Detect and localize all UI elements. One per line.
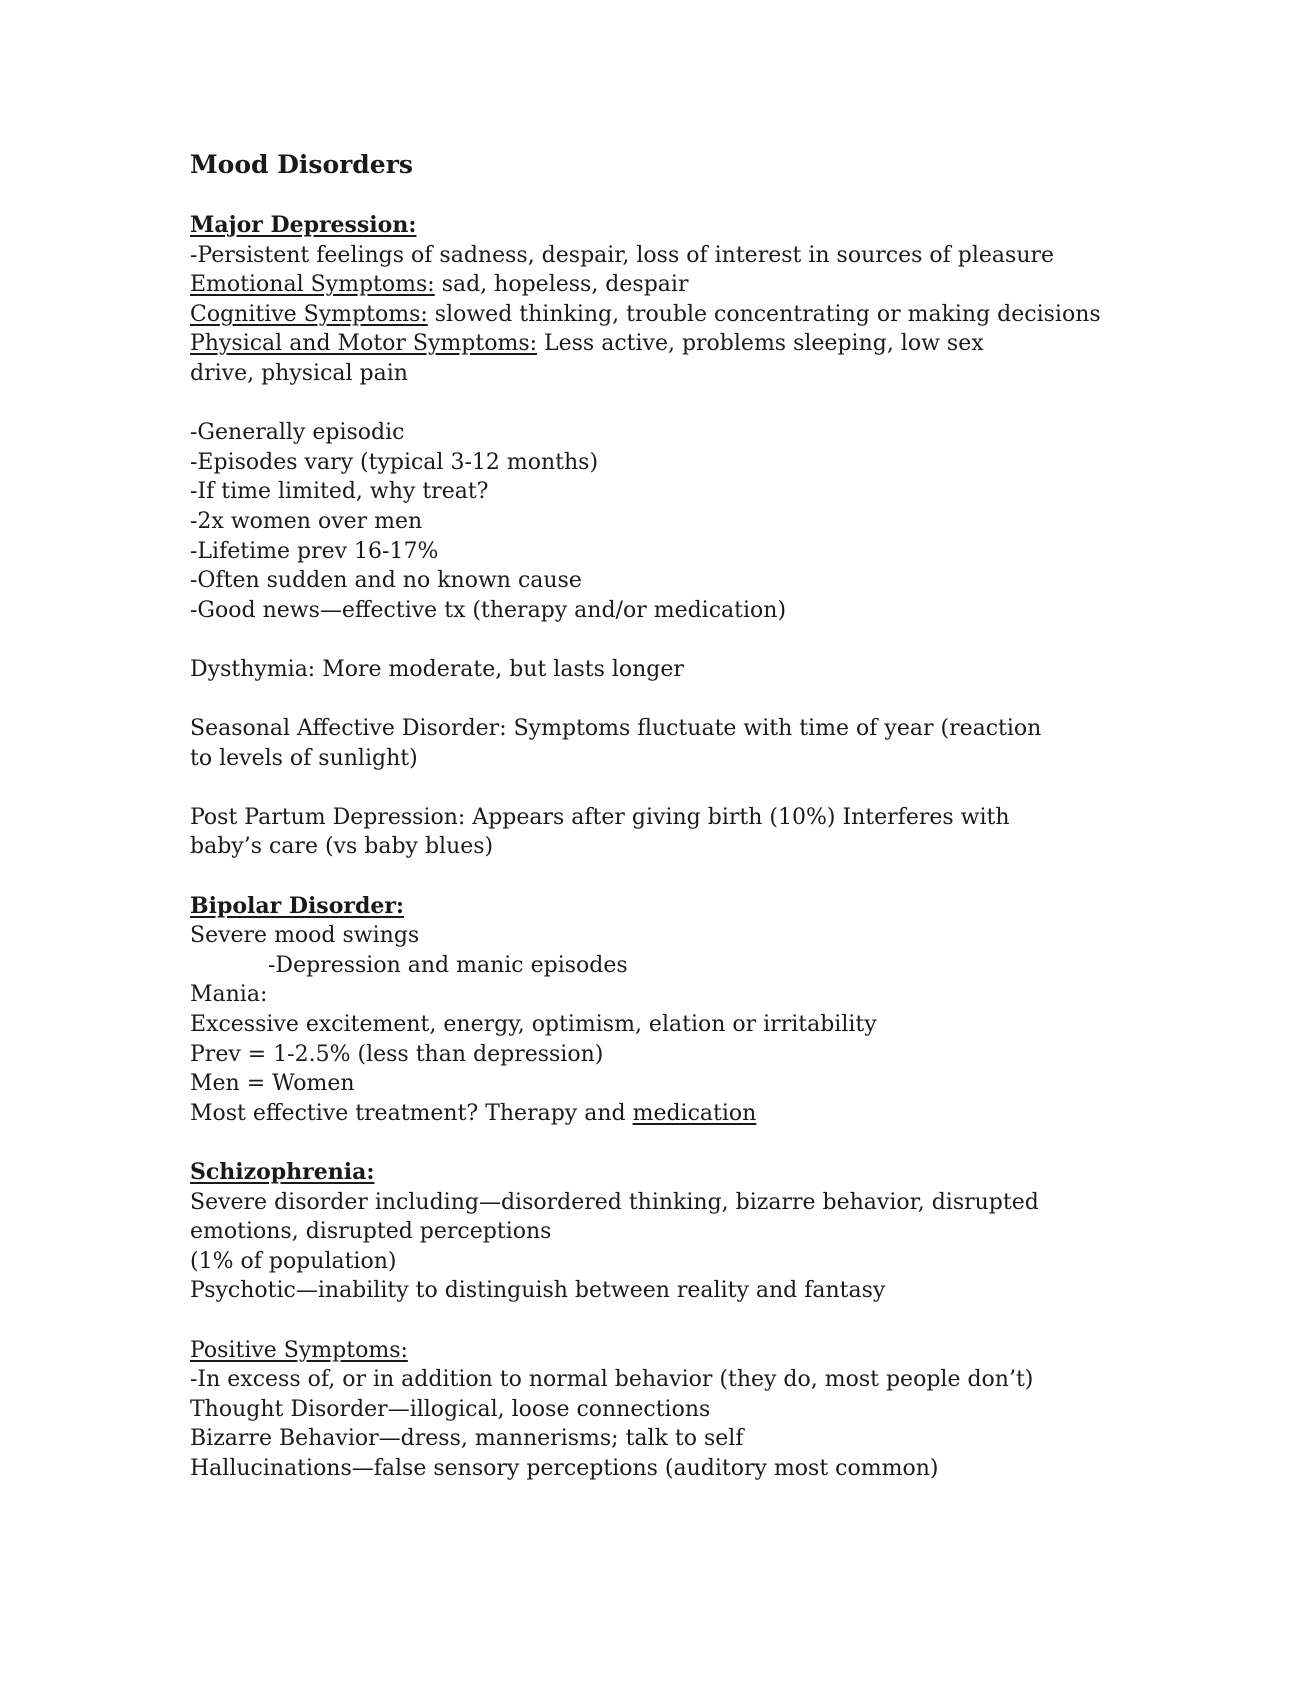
document-page bbox=[190, 150, 1190, 1484]
episodes-line: -Depression and manic episodes bbox=[268, 952, 628, 978]
definition-line: -Persistent feelings of sadness, despair, loss of interest in sources of pleasure bbox=[190, 242, 1055, 268]
psychotic-line: Psychotic—inability to distinguish between reality and fantasy bbox=[190, 1278, 886, 1304]
physical-symptoms-text: Less active, problems sleeping, low sex drive, physical pain bbox=[190, 331, 984, 386]
treatment-text: Most effective treatment? Therapy and bbox=[190, 1100, 633, 1126]
positive-symptoms-list bbox=[190, 1365, 1190, 1483]
list-item: -2x women over men bbox=[190, 508, 423, 534]
section-bipolar bbox=[190, 892, 1190, 1129]
dysthymia-line: Dysthymia: More moderate, but lasts longer bbox=[190, 656, 684, 682]
emotional-symptoms-text: sad, hopeless, despair bbox=[434, 272, 689, 298]
medication-link: medication bbox=[632, 1100, 757, 1126]
prevalence-line: Prev = 1-2.5% (less than depression) bbox=[190, 1041, 604, 1067]
cognitive-symptoms-label: Cognitive Symptoms: bbox=[190, 301, 428, 327]
emotional-symptoms-line bbox=[190, 270, 1190, 300]
list-item: -Generally episodic bbox=[190, 420, 405, 446]
list-item: -If time limited, why treat? bbox=[190, 479, 489, 505]
positive-symptoms-label: Positive Symptoms: bbox=[190, 1337, 408, 1363]
mania-description: Excessive excitement, energy, optimism, elation or irritability bbox=[190, 1012, 877, 1038]
list-item: -Episodes vary (typical 3-12 months) bbox=[190, 449, 599, 475]
cognitive-symptoms-text: slowed thinking, trouble concentrating or making decisions bbox=[427, 301, 1101, 327]
section-heading: Bipolar Disorder: bbox=[190, 892, 405, 919]
list-item: -Good news—effective tx (therapy and/or medication) bbox=[190, 597, 787, 623]
population-line: (1% of population) bbox=[190, 1248, 397, 1274]
mania-label: Mania: bbox=[190, 982, 268, 1008]
list-item: -Often sudden and no known cause bbox=[190, 568, 582, 594]
physical-symptoms-label: Physical and Motor Symptoms: bbox=[190, 331, 538, 357]
mood-swings-line: Severe mood swings bbox=[190, 923, 420, 949]
section-major-depression bbox=[190, 211, 1190, 862]
section-heading: Schizophrenia: bbox=[190, 1159, 375, 1185]
cognitive-symptoms-line bbox=[190, 300, 1190, 330]
postpartum-line: Post Partum Depression: Appears after giving birth (10%) Interferes with baby’s care (vs baby blues) bbox=[190, 804, 1010, 860]
treatment-line bbox=[190, 1099, 1190, 1129]
list-item: Hallucinations—false sensory perceptions (auditory most common) bbox=[190, 1455, 939, 1481]
list-item: -In excess of, or in addition to normal behavior (they do, most people don’t) bbox=[190, 1367, 1034, 1393]
section-heading: Major Depression: bbox=[190, 212, 417, 238]
document-title: Mood Disorders bbox=[190, 150, 413, 179]
physical-symptoms-line bbox=[190, 329, 1030, 388]
section-schizophrenia bbox=[190, 1158, 1190, 1484]
definition-line: Severe disorder including—disordered thinking, bizarre behavior, disrupted emotions, disrupted perceptions bbox=[190, 1189, 1039, 1245]
list-item: -Lifetime prev 16-17% bbox=[190, 538, 439, 564]
emotional-symptoms-label: Emotional Symptoms: bbox=[190, 272, 435, 298]
facts-list bbox=[190, 418, 1190, 625]
gender-line: Men = Women bbox=[190, 1071, 355, 1097]
seasonal-affective-line: Seasonal Affective Disorder: Symptoms fluctuate with time of year (reaction to levels of sunlight) bbox=[190, 716, 1042, 771]
list-item: Thought Disorder—illogical, loose connections bbox=[190, 1396, 711, 1422]
list-item: Bizarre Behavior—dress, mannerisms; talk to self bbox=[190, 1426, 744, 1452]
